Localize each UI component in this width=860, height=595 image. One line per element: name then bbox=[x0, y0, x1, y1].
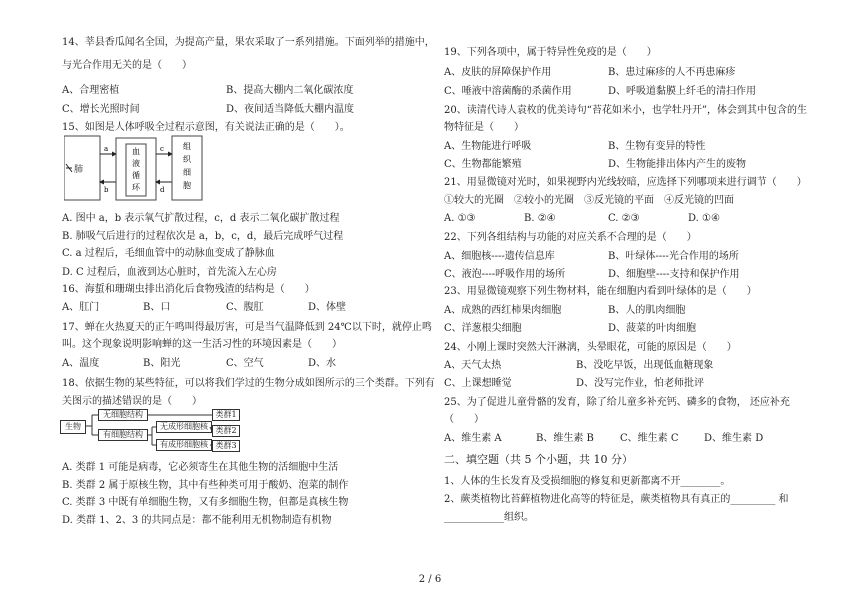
diagram-c-label: c bbox=[160, 145, 164, 153]
diagram-group-3: 类群3 bbox=[212, 440, 240, 452]
q19-option-c: C、唾液中溶菌酶的杀菌作用 bbox=[444, 86, 572, 97]
q23-option-d: D、菠菜的叶肉细胞 bbox=[608, 323, 697, 334]
q16-option-d: D、体壁 bbox=[308, 302, 347, 313]
q17-stem-1: 17、蝉在火热夏天的正午鸣叫得最厉害，可是当气温降低到 24℃以下时，就停止鸣 bbox=[62, 322, 432, 333]
q19-option-b: B、患过麻疹的人不再患麻疹 bbox=[608, 67, 736, 78]
q20-stem-1: 20、读清代诗人袁枚的优美诗句“苔花如米小，也学牡丹开”，体会到其中包含的生 bbox=[444, 105, 807, 116]
q25-option-b: B、维生素 B bbox=[536, 433, 594, 444]
q25-option-a: A、维生素 A bbox=[444, 433, 502, 444]
q17-option-a: A、温度 bbox=[62, 358, 100, 369]
diagram-connectors bbox=[60, 407, 240, 453]
diagram-tissue-label-3: 细 bbox=[183, 168, 191, 177]
q20-option-b: B、生物有变异的特性 bbox=[608, 141, 706, 152]
q22-stem: 22、下列各组结构与功能的对应关系不合理的是（ ） bbox=[444, 232, 697, 243]
fill-question-2-line-1: 2、蕨类植物比苔藓植物进化高等的特征是，蕨类植物具有真正的_________ 和 bbox=[444, 494, 789, 505]
q25-option-c: C、维生素 C bbox=[620, 433, 679, 444]
fill-question-2-line-2: ____________组织。 bbox=[444, 512, 534, 523]
q15-option-a: A. 图中 a，b 表示氧气扩散过程，c，d 表示二氧化碳扩散过程 bbox=[62, 213, 340, 224]
q16-option-b: B、口 bbox=[143, 302, 171, 313]
q22-option-b: B、叶绿体----光合作用的场所 bbox=[608, 251, 739, 262]
diagram-a-label: a bbox=[104, 145, 109, 153]
q15-option-b: B. 肺吸气后进行的过程依次是 a，b，c，d，最后完成呼气过程 bbox=[62, 231, 344, 242]
q20-stem-2: 物特征是（ ） bbox=[444, 122, 524, 133]
q25-stem-1: 25、为了促进儿童骨骼的发育，除了给儿童多补充钙、磷多的食物， 还应补充 bbox=[444, 397, 790, 408]
q20-option-c: C、生物都能繁殖 bbox=[444, 159, 522, 170]
q21-option-d: D. ①④ bbox=[688, 213, 720, 224]
q17-option-d: D、水 bbox=[308, 358, 337, 369]
q23-option-b: B、人的肌肉细胞 bbox=[608, 305, 686, 316]
q15-option-c: C. a 过程后，毛细血管中的动脉血变成了静脉血 bbox=[62, 248, 275, 259]
fill-question-1: 1、人体的生长发育及受损细胞的修复和更新都离不开________。 bbox=[444, 476, 731, 487]
respiration-diagram bbox=[64, 134, 214, 206]
q19-option-a: A、皮肤的屏障保护作用 bbox=[444, 67, 552, 78]
q24-option-d: D、没写完作业，怕老师批评 bbox=[576, 378, 705, 389]
diagram-blood-label-2: 液 bbox=[132, 159, 140, 168]
diagram-tissue-label-2: 织 bbox=[183, 155, 191, 164]
diagram-tissue-label-1: 组 bbox=[183, 142, 191, 151]
q19-option-d: D、呼吸道黏膜上纤毛的清扫作用 bbox=[608, 86, 757, 97]
q24-option-c: C、上课想睡觉 bbox=[444, 378, 512, 389]
q18-stem-2: 关图示的描述错误的是（ ） bbox=[62, 396, 202, 407]
q17-stem-2: 叫。这个现象说明影响蝉的这一生活习性的环境因素是（ ） bbox=[62, 339, 342, 350]
diagram-no-cell: 无细胞结构 bbox=[98, 409, 148, 421]
diagram-blood-label-3: 循 bbox=[132, 171, 140, 180]
q16-option-a: A、肛门 bbox=[62, 302, 100, 313]
diagram-blood-label-4: 环 bbox=[132, 183, 140, 192]
diagram-d-label: d bbox=[160, 186, 165, 194]
q20-option-a: A、生物能进行呼吸 bbox=[444, 141, 532, 152]
diagram-group-1: 类群1 bbox=[212, 409, 240, 421]
q14-option-b: B、提高大棚内二氧化碳浓度 bbox=[226, 85, 354, 96]
q21-option-a: A. ①③ bbox=[444, 213, 476, 224]
q18-option-c: C. 类群 3 中既有单细胞生物，又有多细胞生物，但都是真核生物 bbox=[62, 497, 349, 508]
q14-stem-2: 与光合作用无关的是（ ） bbox=[62, 60, 192, 71]
q22-option-d: D、细胞壁----支持和保护作用 bbox=[608, 269, 740, 280]
q24-option-b: B、没吃早饭，出现低血糖现象 bbox=[576, 360, 714, 371]
q14-option-d: D、夜间适当降低大棚内温度 bbox=[226, 104, 355, 115]
diagram-lung-label: 肺 bbox=[74, 165, 84, 175]
q23-stem: 23、用显微镜观察下列生物材料，能在细胞内看到叶绿体的是（ ） bbox=[444, 286, 757, 297]
q21-option-c: C. ②③ bbox=[608, 213, 640, 224]
q15-option-d: D. C 过程后，血液到达心脏时，首先流入左心房 bbox=[62, 267, 277, 278]
page-number: 2 / 6 bbox=[418, 574, 442, 585]
q17-option-c: C、空气 bbox=[226, 358, 264, 369]
diagram-no-nucleus: 无成形细胞核 bbox=[156, 421, 212, 433]
q22-option-a: A、细胞核----遗传信息库 bbox=[444, 251, 555, 262]
diagram-b-label: b bbox=[104, 186, 109, 194]
q16-stem: 16、海蜇和珊瑚虫排出消化后食物残渣的结构是（ ） bbox=[62, 284, 315, 295]
q22-option-c: C、液泡----呼吸作用的场所 bbox=[444, 269, 566, 280]
section-fill-blank-title: 二、填空题（共 5 个小题，共 10 分） bbox=[444, 453, 633, 466]
q14-option-c: C、增长光照时间 bbox=[62, 104, 140, 115]
q24-option-a: A、天气太热 bbox=[444, 360, 502, 371]
q15-stem: 15、如图是人体呼吸全过程示意图，有关说法正确的是（ ）。 bbox=[62, 122, 350, 133]
q18-option-b: B. 类群 2 属于原核生物，其中有些种类可用于酸奶、泡菜的制作 bbox=[62, 480, 349, 491]
q19-stem: 19、下列各项中，属于特异性免疫的是（ ） bbox=[444, 47, 657, 58]
diagram-root: 生物 bbox=[60, 420, 86, 434]
q25-stem-2: （ ） bbox=[444, 414, 484, 425]
q18-option-a: A. 类群 1 可能是病毒，它必须寄生在其他生物的活细胞中生活 bbox=[62, 462, 339, 473]
diagram-nucleus: 有成形细胞核 bbox=[156, 439, 212, 451]
q14-option-a: A、合理密植 bbox=[62, 85, 120, 96]
q18-option-d: D. 类群 1、2、3 的共同点是：都不能利用无机物制造有机物 bbox=[62, 515, 332, 526]
diagram-cell: 有细胞结构 bbox=[98, 429, 148, 441]
q16-option-c: C、腹肛 bbox=[226, 302, 264, 313]
q23-option-a: A、成熟的西红柿果肉细胞 bbox=[444, 305, 562, 316]
q14-stem-1: 14、莘县香瓜闻名全国，为提高产量，果农采取了一系列措施。下面列举的措施中， bbox=[62, 37, 435, 48]
diagram-blood-label-1: 血 bbox=[132, 147, 140, 156]
diagram-group-2: 类群2 bbox=[212, 425, 240, 437]
q25-option-d: D、维生素 D bbox=[704, 433, 764, 444]
q18-stem-1: 18、依据生物的某些特征，可以将我们学过的生物分成如图所示的三个类群。下列有 bbox=[62, 378, 435, 389]
q20-option-d: D、生物能排出体内产生的废物 bbox=[608, 159, 747, 170]
classification-diagram bbox=[60, 407, 240, 453]
q24-stem: 24、小刚上课时突然大汗淋漓，头晕眼花，可能的原因是（ ） bbox=[444, 342, 737, 353]
q23-option-c: C、洋葱根尖细胞 bbox=[444, 323, 522, 334]
diagram-tissue-label-4: 胞 bbox=[183, 181, 191, 190]
q17-option-b: B、阳光 bbox=[143, 358, 181, 369]
q21-stem: 21、用显微镜对光时，如果视野内光线较暗，应选择下列哪项来进行调节（ ） bbox=[444, 177, 807, 188]
q21-option-b: B. ②④ bbox=[524, 213, 556, 224]
q21-items: ①较大的光圈 ②较小的光圈 ③反光镜的平面 ④反光镜的凹面 bbox=[444, 195, 734, 206]
